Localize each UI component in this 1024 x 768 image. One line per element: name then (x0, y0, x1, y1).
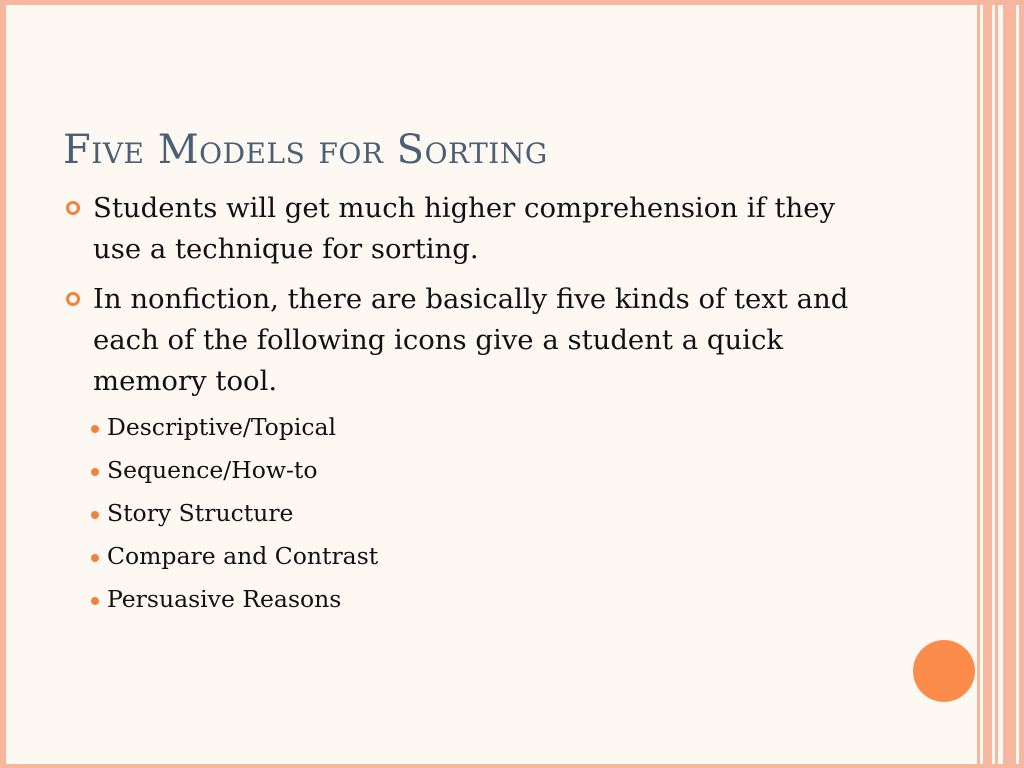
right-border-stripe (1003, 0, 1016, 768)
frame-bottom-border (0, 764, 1024, 768)
dot-bullet-icon (91, 511, 99, 519)
right-border-stripe (977, 0, 980, 768)
slide-title: Five Models for Sorting (63, 126, 548, 173)
frame-left-border (0, 0, 6, 768)
dot-bullet-icon (91, 468, 99, 476)
bullet-item (66, 188, 886, 270)
bullet-text: In nonfiction, there are basically five kinds of text and each of the following icons give a student a quick memory tool. (93, 283, 849, 397)
sub-bullet-item (93, 406, 886, 449)
sub-bullet-item (93, 449, 886, 492)
sub-bullet-list (93, 406, 886, 621)
bullet-text: Students will get much higher comprehension if they use a technique for sorting. (93, 192, 836, 265)
sub-bullet-text: Persuasive Reasons (107, 585, 342, 613)
bullet-list (66, 188, 886, 630)
right-border-stripe (983, 0, 992, 768)
frame-top-border (0, 0, 1024, 5)
right-border-stripe (1019, 0, 1024, 768)
dot-bullet-icon (91, 597, 99, 605)
sub-bullet-text: Sequence/How-to (107, 456, 318, 484)
sub-bullet-text: Descriptive/Topical (107, 413, 337, 441)
sub-bullet-text: Compare and Contrast (107, 542, 379, 570)
sub-bullet-text: Story Structure (107, 499, 294, 527)
sub-bullet-item (93, 535, 886, 578)
ring-bullet-icon (66, 201, 80, 215)
decorative-circle (913, 640, 975, 702)
ring-bullet-icon (66, 292, 80, 306)
dot-bullet-icon (91, 425, 99, 433)
sub-bullet-item (93, 492, 886, 535)
bullet-item (66, 279, 886, 621)
right-border-stripe (995, 0, 998, 768)
sub-bullet-item (93, 578, 886, 621)
dot-bullet-icon (91, 554, 99, 562)
